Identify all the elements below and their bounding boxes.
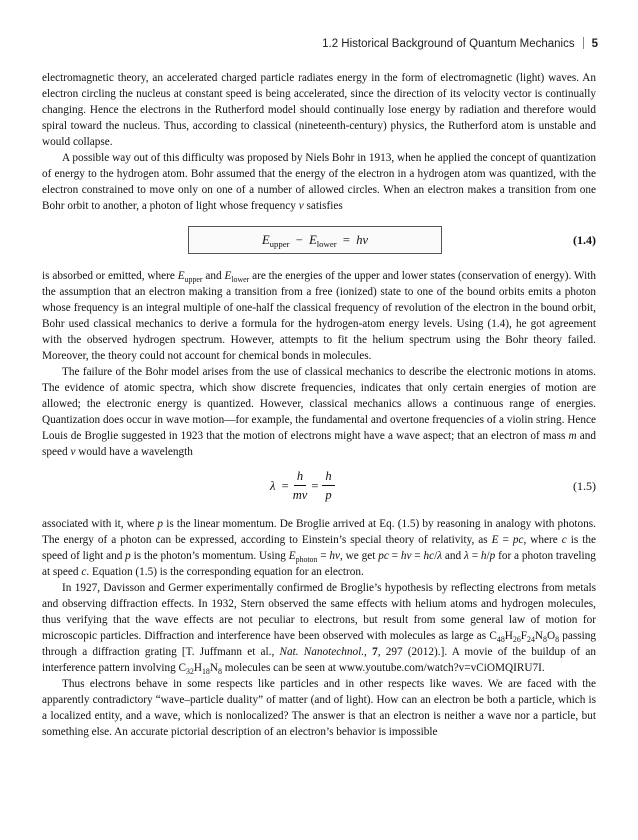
running-header xyxy=(40,37,598,50)
equation-1-4-box: $E_{upper} - E_{lower} = h\nu$ xyxy=(188,226,442,254)
equation-1-5-label: (1.5) xyxy=(573,479,596,493)
paragraph-5: associated with it, where p is the linear momentum. De Broglie arrived at Eq. (1.5) by reasoning in analogy with photons. The energy of a photon can be expressed, according to Einstein’s special theory of relativity, as E = pc, where c is the speed of light and p is the photon’s momentum. Using $E_{photon} = h\nu$, we get pc = hν = hc/λ and λ = h/p for a photon traveling at speed c. Equation (1.5) is the corresponding equation for an electron. xyxy=(42,518,596,578)
paragraph-1: electromagnetic theory, an accelerated charged particle radiates energy in the form of electromagnetic (light) waves. An electron circling the nucleus at constant speed is being accelerated, since the direction of its velocity vector is continually changing. Hence the electrons in the Rutherford model should continually lose energy by radiation and therefore would spiral toward the nucleus. Thus, according to classical (nineteenth-century) physics, the Rutherford atom is unstable and would collapse. xyxy=(42,72,596,148)
paragraph-2: A possible way out of this difficulty was proposed by Niels Bohr in 1913, when he applied the concept of quantization of energy to the hydrogen atom. Bohr assumed that the energy of the electron in a hydrogen atom was quantized, with the electron constrained to move only on one of a number of allowed circles. When an electron makes a transition from one Bohr orbit to another, a photon of light whose frequency ν satisfies xyxy=(42,152,596,212)
paragraph-7: Thus electrons behave in some respects like particles and in other respects like waves. We are faced with the apparently contradictory “wave–particle duality” of matter (and of light). How can an electron be both a particle, which is a localized entity, and a wave, which is nonlocalized? The answer is that an electron is neither a wave nor a particle, but something else. An accurate pictorial description of an electron’s behavior is impossible xyxy=(42,678,596,738)
header-divider xyxy=(583,37,584,49)
section-title: 1.2 Historical Background of Quantum Mechanics xyxy=(322,38,575,50)
paragraph-3: is absorbed or emitted, where $E_{upper}$ and $E_{lower}$ are the energies of the upper and lower states (conservation of energy). With the assumption that an electron making a transition from a free (ionized) state to one of the bound orbits emits a photon whose frequency is an integral multiple of one-half the classical frequency of revolution of the electron in the bound orbit, Bohr used classical mechanics to derive a formula for the hydrogen-atom energy levels. Using (1.4), he got agreement with the observed hydrogen spectrum. However, attempts to fit the helium spectrum using the Bohr theory failed. Moreover, the theory could not account for chemical bonds in molecules. xyxy=(42,270,596,362)
equation-1-5: λ = $\frac{h}{mv}$ = $\frac{h}{p}$ xyxy=(270,468,339,503)
body-text xyxy=(42,70,596,740)
page-number: 5 xyxy=(591,38,598,50)
equation-1-4-label: (1.4) xyxy=(573,233,596,247)
paragraph-6: In 1927, Davisson and Germer experimentally confirmed de Broglie’s hypothesis by reflecting electrons from metals and observing diffraction effects. In 1932, Stern observed the same effects with helium atoms and hydrogen molecules, thus verifying that the wave effects are not peculiar to electrons, but result from some general law of motion for microscopic particles. Diffraction and interference have been observed with molecules as large as $C_{48}H_{26}F_{24}N_8O_8$ passing through a diffraction grating [T. Juffmann et al., Nat. Nanotechnol., 7, 297 (2012).]. A movie of the buildup of an interference pattern involving $C_{32}H_{18}N_8$ molecules can be seen at www.youtube.com/watch?v=vCiOMQIRU7I. xyxy=(42,582,596,676)
paragraph-4: The failure of the Bohr model arises from the use of classical mechanics to describe the electronic motions in atoms. The evidence of atomic spectra, which show discrete frequencies, indicates that only certain energies of motion are allowed; the electronic energy is quantized. However, classical mechanics allows a continuous range of energies. Quantization does occur in wave motion—for example, the fundamental and overtone frequencies of a violin string. Hence Louis de Broglie suggested in 1923 that the motion of electrons might have a wave aspect; that an electron of mass m and speed v would have a wavelength xyxy=(42,366,596,458)
equation-1-5-row xyxy=(42,466,596,510)
equation-1-4-row xyxy=(42,220,596,262)
